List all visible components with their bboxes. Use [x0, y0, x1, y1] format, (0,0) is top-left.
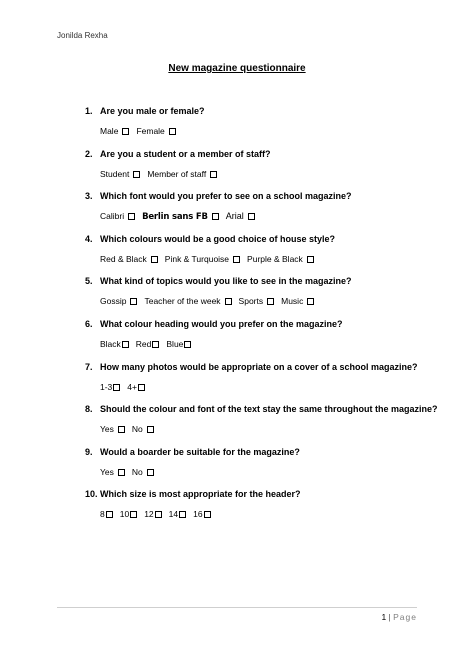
checkbox[interactable] [118, 469, 125, 476]
option-label: Purple & Black [247, 253, 303, 264]
checkbox[interactable] [118, 426, 125, 433]
question-text [85, 276, 352, 287]
option-label: 4+ [127, 381, 137, 392]
option-label: 8 [100, 509, 105, 520]
question-label: Should the colour and font of the text stay the same throughout the magazine? [100, 404, 438, 415]
question-text [85, 234, 335, 245]
question-6 [0, 311, 474, 354]
checkbox[interactable] [307, 256, 314, 263]
option-label: 16 [193, 509, 203, 520]
answer-option [127, 382, 145, 393]
option-label: Student [100, 168, 130, 179]
checkbox[interactable] [212, 213, 219, 220]
answer-options [100, 382, 152, 393]
option-label: Calibri [100, 211, 125, 222]
answer-option [281, 296, 314, 307]
question-label: Which size is most appropriate for the header? [100, 489, 301, 500]
option-label: Gossip [100, 296, 127, 307]
option-label: 14 [168, 509, 179, 520]
answer-option [247, 254, 314, 265]
question-label: Are you a student or a member of staff? [100, 148, 271, 159]
checkbox[interactable] [130, 511, 137, 518]
question-number: 6. [85, 318, 93, 329]
option-label: 1-3 [100, 381, 113, 392]
checkbox[interactable] [152, 341, 159, 348]
question-9 [0, 439, 474, 482]
answer-options [100, 467, 161, 478]
option-label: Arial [225, 211, 244, 222]
answer-option [132, 467, 154, 478]
option-label: Red & Black [100, 253, 147, 264]
answer-options [100, 211, 262, 223]
option-label: No [131, 424, 143, 435]
question-text [85, 404, 438, 415]
answer-option [100, 296, 137, 307]
checkbox[interactable] [155, 511, 162, 518]
checkbox[interactable] [204, 511, 211, 518]
option-label: Red [135, 338, 152, 349]
answer-options [100, 254, 321, 265]
option-label: No [131, 466, 143, 477]
question-number: 3. [85, 191, 93, 202]
question-number: 8. [85, 404, 93, 415]
answer-option [226, 211, 255, 222]
questionnaire [0, 98, 474, 524]
answer-options [100, 126, 183, 137]
option-label: 12 [144, 509, 154, 520]
question-text [85, 489, 301, 500]
option-label: Sports [238, 296, 264, 307]
answer-options [100, 296, 321, 307]
answer-options [100, 169, 224, 180]
answer-option [165, 254, 240, 265]
answer-option [169, 509, 186, 520]
answer-option [100, 254, 158, 265]
answer-option [100, 126, 129, 137]
question-1 [0, 98, 474, 141]
answer-options [100, 339, 198, 350]
page-title: New magazine questionnaire [168, 63, 306, 74]
question-2 [0, 141, 474, 184]
question-text [85, 191, 352, 202]
answer-option [120, 509, 137, 520]
question-4 [0, 226, 474, 269]
question-text [85, 362, 418, 373]
checkbox[interactable] [147, 426, 154, 433]
answer-option [100, 211, 135, 222]
checkbox[interactable] [130, 298, 137, 305]
answer-option [100, 467, 125, 478]
question-text [85, 319, 343, 330]
question-number: 9. [85, 446, 93, 457]
question-3 [0, 183, 474, 226]
footer-divider [57, 607, 417, 608]
option-label: Music [281, 296, 304, 307]
option-label: Yes [100, 424, 114, 435]
question-label: Which colours would be a good choice of house style? [100, 233, 336, 244]
question-8 [0, 396, 474, 439]
checkbox[interactable] [151, 256, 158, 263]
checkbox[interactable] [233, 256, 240, 263]
answer-option [142, 211, 219, 223]
checkbox[interactable] [147, 469, 154, 476]
checkbox[interactable] [267, 298, 274, 305]
answer-option [100, 424, 125, 435]
checkbox[interactable] [122, 341, 129, 348]
page-footer [381, 612, 417, 622]
answer-option [166, 339, 191, 350]
question-number: 10. [85, 489, 98, 500]
question-label: Are you male or female? [100, 106, 205, 116]
question-text [85, 447, 300, 458]
checkbox[interactable] [122, 128, 129, 135]
answer-option [100, 339, 129, 350]
page-word: Page [393, 612, 417, 622]
checkbox[interactable] [210, 171, 217, 178]
question-7 [0, 354, 474, 397]
checkbox[interactable] [106, 511, 113, 518]
question-label: What colour heading would you prefer on the magazine? [100, 318, 343, 329]
answer-option [132, 424, 154, 435]
question-label: Which font would you prefer to see on a school magazine? [100, 191, 352, 202]
option-label: Black [100, 338, 121, 349]
question-number: 4. [85, 233, 93, 244]
checkbox[interactable] [307, 298, 314, 305]
checkbox[interactable] [113, 384, 120, 391]
option-label: Pink & Turquoise [164, 253, 230, 264]
option-label: Male [100, 126, 119, 136]
option-label: Member of staff [147, 168, 207, 179]
question-text [85, 106, 205, 117]
checkbox[interactable] [184, 341, 191, 348]
option-label: Blue [166, 338, 184, 349]
answer-option [136, 126, 175, 137]
checkbox[interactable] [169, 128, 176, 135]
question-number: 7. [85, 361, 93, 372]
author-name: Jonilda Rexha [57, 31, 108, 40]
question-10 [0, 481, 474, 524]
answer-option [136, 339, 160, 350]
checkbox[interactable] [225, 298, 232, 305]
question-label: How many photos would be appropriate on a cover of a school magazine? [100, 361, 418, 372]
option-label: Female [136, 126, 165, 136]
checkbox[interactable] [133, 171, 140, 178]
option-label: Yes [100, 466, 114, 477]
answer-option [193, 509, 210, 520]
answer-option [147, 169, 217, 180]
question-text [85, 149, 271, 160]
checkbox[interactable] [138, 384, 145, 391]
question-label: What kind of topics would you like to see in the magazine? [100, 276, 352, 287]
answer-option [144, 509, 161, 520]
question-number: 2. [85, 148, 93, 159]
checkbox[interactable] [179, 511, 186, 518]
checkbox[interactable] [128, 213, 135, 220]
question-number: 5. [85, 276, 93, 287]
option-label: Teacher of the week [144, 296, 221, 307]
page-separator: | [388, 612, 391, 622]
option-label: 10 [119, 509, 130, 520]
answer-option [100, 509, 113, 520]
answer-option [239, 296, 275, 307]
answer-option [144, 296, 231, 307]
question-5 [0, 268, 474, 311]
answer-options [100, 509, 218, 520]
question-number: 1. [85, 106, 93, 116]
answer-option [100, 169, 140, 180]
answer-option [100, 382, 120, 393]
checkbox[interactable] [248, 213, 255, 220]
question-label: Would a boarder be suitable for the magazine? [100, 446, 300, 457]
page-number: 1 [381, 612, 387, 622]
answer-options [100, 424, 161, 435]
option-label: Berlin sans FB [142, 212, 208, 223]
